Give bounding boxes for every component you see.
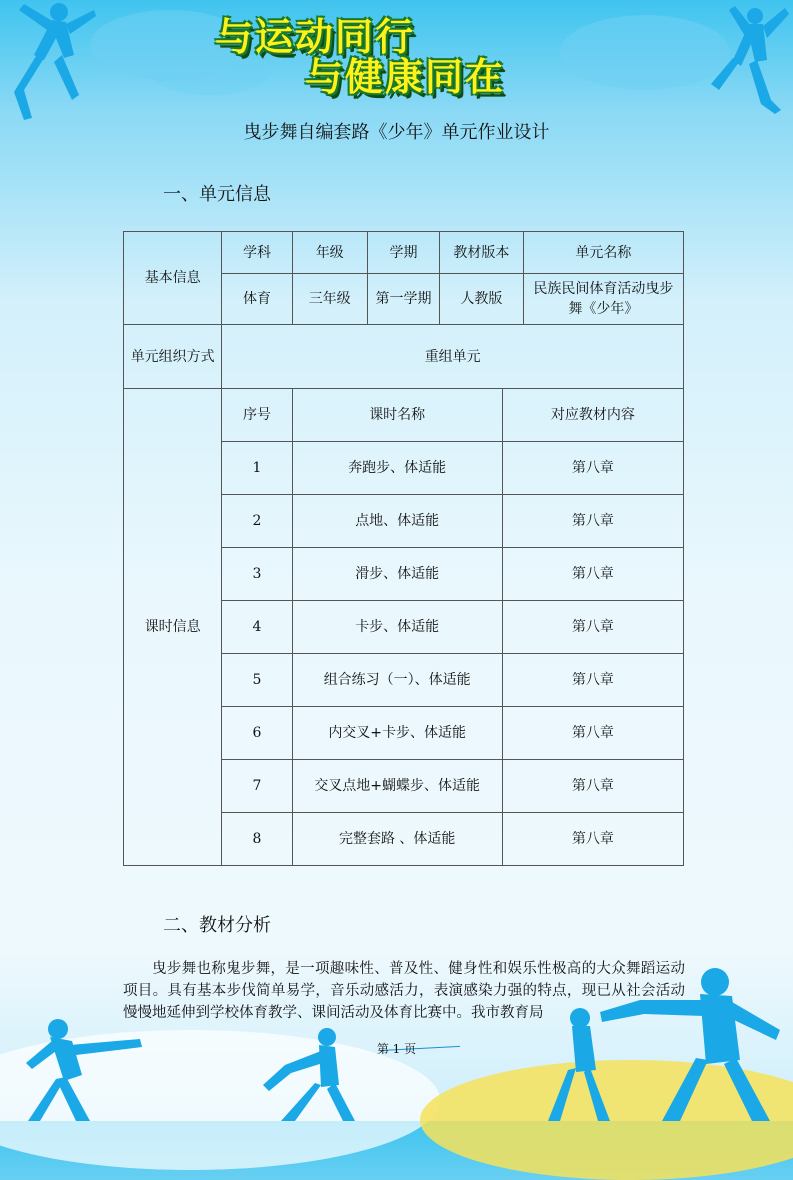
section-heading-unit-info: 一、单元信息 <box>163 184 271 205</box>
lesson-no: 6 <box>222 707 292 760</box>
value-unit-name: 民族民间体育活动曳步舞《少年》 <box>523 274 683 325</box>
jumping-athlete-left-icon <box>4 0 99 125</box>
material-analysis-paragraph: 曳步舞也称鬼步舞，是一项趣味性、普及性、健身性和娱乐性极高的大众舞蹈运动项目。具有基本步伐简单易学，音乐动感活力，表演感染力强的特点，现已从社会活动慢慢地延伸到学校体育教学、课间活动及体育比赛中。我市教育局 <box>123 961 685 1021</box>
lesson-header-name: 课时名称 <box>292 389 502 442</box>
lesson-content: 第八章 <box>502 760 683 813</box>
header-unit-name: 单元名称 <box>523 232 683 274</box>
value-term: 第一学期 <box>367 274 439 325</box>
lesson-content: 第八章 <box>502 654 683 707</box>
lesson-header-content: 对应教材内容 <box>502 389 683 442</box>
lesson-content: 第八章 <box>502 548 683 601</box>
lesson-no: 2 <box>222 495 292 548</box>
value-edition: 人教版 <box>440 274 524 325</box>
lesson-content: 第八章 <box>502 707 683 760</box>
lesson-info-label: 课时信息 <box>124 389 222 866</box>
lesson-name: 组合练习（一）、体适能 <box>292 654 502 707</box>
header-subject: 学科 <box>222 232 292 274</box>
lesson-name: 完整套路 、体适能 <box>292 813 502 866</box>
unit-info-table <box>123 231 684 866</box>
value-grade: 三年级 <box>292 274 367 325</box>
section-heading-material-analysis: 二、教材分析 <box>163 915 271 936</box>
dancer-silhouette-left-icon <box>20 1015 160 1121</box>
banner-slogan <box>195 4 605 99</box>
lesson-name: 内交叉+卡步、体适能 <box>292 707 502 760</box>
lesson-name: 卡步、体适能 <box>292 601 502 654</box>
jumping-athlete-right-icon <box>705 0 793 125</box>
lesson-content: 第八章 <box>502 601 683 654</box>
value-subject: 体育 <box>222 274 292 325</box>
org-label: 单元组织方式 <box>124 325 222 389</box>
banner-line-2: 与健康同在 <box>305 55 506 99</box>
lesson-no: 5 <box>222 654 292 707</box>
lesson-content: 第八章 <box>502 442 683 495</box>
lesson-name: 奔跑步、体适能 <box>292 442 502 495</box>
header-grade: 年级 <box>292 232 367 274</box>
lesson-name: 滑步、体适能 <box>292 548 502 601</box>
lesson-no: 7 <box>222 760 292 813</box>
lesson-header-no: 序号 <box>222 389 292 442</box>
header-edition: 教材版本 <box>440 232 524 274</box>
banner-line-1: 与运动同行 <box>215 15 416 59</box>
lesson-no: 3 <box>222 548 292 601</box>
basic-info-label: 基本信息 <box>124 232 222 325</box>
lesson-no: 8 <box>222 813 292 866</box>
lesson-content: 第八章 <box>502 495 683 548</box>
lesson-name: 交叉点地+蝴蝶步、体适能 <box>292 760 502 813</box>
lesson-name: 点地、体适能 <box>292 495 502 548</box>
lesson-content: 第八章 <box>502 813 683 866</box>
lesson-no: 1 <box>222 442 292 495</box>
header-term: 学期 <box>367 232 439 274</box>
org-value: 重组单元 <box>222 325 684 389</box>
page-number: 第 1 页 <box>376 1042 417 1056</box>
document-title: 曳步舞自编套路《少年》单元作业设计 <box>243 122 550 143</box>
lesson-no: 4 <box>222 601 292 654</box>
